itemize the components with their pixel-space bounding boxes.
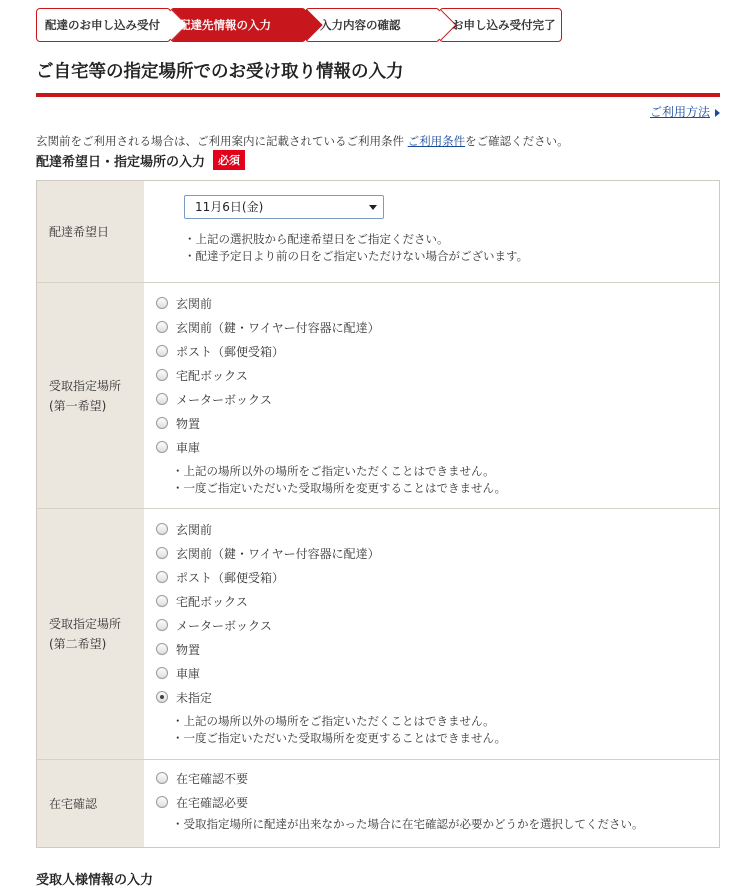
howto-link[interactable]: ご利用方法 [650,103,720,120]
place1-option[interactable]: 宅配ボックス [156,363,719,387]
radio-icon[interactable] [156,369,168,381]
radio-icon[interactable] [156,417,168,429]
place2-option[interactable]: 車庫 [156,661,719,685]
place2-option-unspecified[interactable]: 未指定 [156,685,719,709]
arrow-right-icon [715,109,720,117]
delivery-date-note: ・配達予定日より前の日をご指定いただけない場合がございます。 [184,249,529,263]
radio-icon[interactable] [156,297,168,309]
home-check-note: ・受取指定場所に配達が出来なかった場合に在宅確認が必要かどうかを選択してください。 [172,817,644,831]
delivery-date-note: ・上記の選択肢から配達希望日をご指定ください。 [184,232,449,246]
terms-link[interactable]: ご利用条件 [407,134,466,148]
place2-row [37,508,719,759]
radio-icon[interactable] [156,571,168,583]
place2-option[interactable]: 宅配ボックス [156,589,719,613]
place2-label: 受取指定場所 (第二希望) [37,509,144,759]
place1-option[interactable]: ポスト（郵便受箱） [156,339,719,363]
delivery-date-label: 配達希望日 [37,181,144,282]
radio-icon[interactable] [156,321,168,333]
radio-icon[interactable] [156,643,168,655]
chevron-down-icon [369,205,377,210]
radio-icon[interactable] [156,393,168,405]
radio-icon[interactable] [156,441,168,453]
progress-steps [36,8,566,42]
radio-icon[interactable] [156,345,168,357]
step-3: 入力内容の確認 [305,8,440,42]
home-check-row [37,759,719,847]
radio-icon[interactable] [156,547,168,559]
page-title: ご自宅等の指定場所でのお受け取り情報の入力 [36,58,720,97]
place1-note: ・一度ご指定いただいた受取場所を変更することはできません。 [172,481,507,495]
place1-label: 受取指定場所 (第一希望) [37,283,144,508]
delivery-date-row [37,181,719,282]
home-check-label: 在宅確認 [37,760,144,847]
place2-option[interactable]: 物置 [156,637,719,661]
delivery-date-select[interactable]: 11月6日(金) [184,195,384,219]
place1-row [37,282,719,508]
radio-checked-icon[interactable] [156,691,168,703]
place1-option[interactable]: 物置 [156,411,719,435]
place2-option[interactable]: ポスト（郵便受箱） [156,565,719,589]
place2-option[interactable]: メーターボックス [156,613,719,637]
place2-option[interactable]: 玄関前（鍵・ワイヤー付容器に配達） [156,541,719,565]
place1-option[interactable]: メーターボックス [156,387,719,411]
place1-note: ・上記の場所以外の場所をご指定いただくことはできません。 [172,464,495,478]
radio-icon[interactable] [156,667,168,679]
required-badge: 必須 [213,150,245,170]
step-1: 配達のお申し込み受付 [36,8,171,42]
radio-icon[interactable] [156,523,168,535]
place2-note: ・一度ご指定いただいた受取場所を変更することはできません。 [172,731,507,745]
delivery-form [36,180,720,848]
home-check-option[interactable]: 在宅確認必要 [156,790,719,814]
place1-option[interactable]: 玄関前（鍵・ワイヤー付容器に配達） [156,315,719,339]
radio-icon[interactable] [156,772,168,784]
notice-text: 玄関前をご利用される場合は、ご利用案内に記載されているご利用条件 ご利用条件をご確認ください。 [36,134,569,148]
radio-icon[interactable] [156,796,168,808]
step-2-current: 配達先情報の入力 [170,8,306,42]
section-title: 配達希望日・指定場所の入力 必須 [36,150,245,170]
place2-note: ・上記の場所以外の場所をご指定いただくことはできません。 [172,714,495,728]
radio-icon[interactable] [156,595,168,607]
place2-option[interactable]: 玄関前 [156,517,719,541]
home-check-option[interactable]: 在宅確認不要 [156,766,719,790]
place1-option[interactable]: 玄関前 [156,291,719,315]
place1-option[interactable]: 車庫 [156,435,719,459]
step-4: お申し込み受付完了 [439,8,562,42]
recipient-section-title: 受取人様情報の入力 [36,873,154,888]
radio-icon[interactable] [156,619,168,631]
